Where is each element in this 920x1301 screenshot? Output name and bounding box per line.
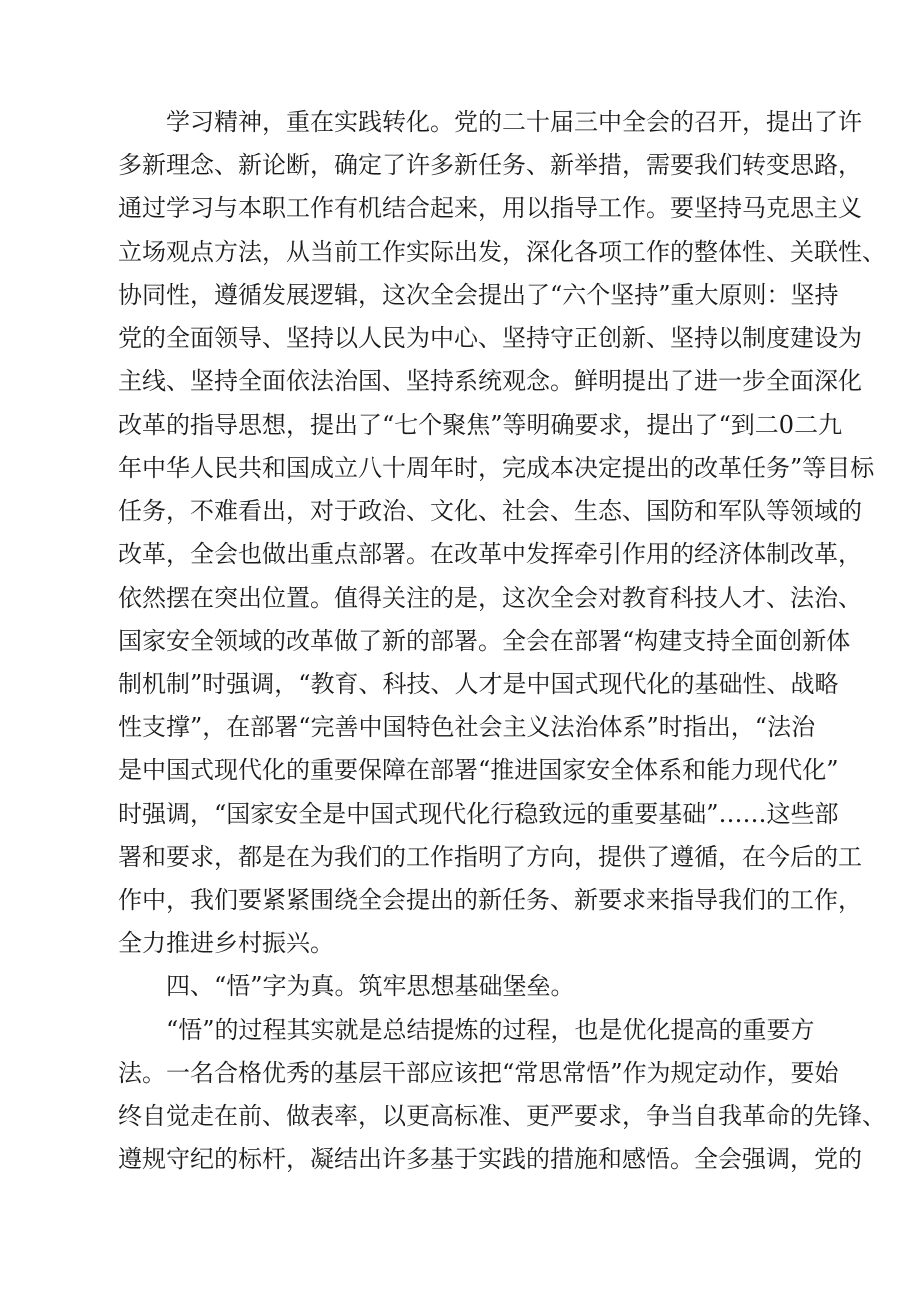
section-heading: 四、“悟”字为真。筑牢思想基础堡垒。 (166, 972, 575, 1000)
text-line: 改革的指导思想，提出了“七个聚焦”等明确要求，提出了“到二0二九 (118, 411, 843, 439)
text-line: 是中国式现代化的重要保障在部署“推进国家安全体系和能力现代化” (118, 756, 839, 784)
text-line: 法。一名合格优秀的基层干部应该把“常思常悟”作为规定动作，要始 (118, 1059, 839, 1087)
text-line: “悟”的过程其实就是总结提炼的过程，也是优化提高的重要方 (166, 1016, 815, 1044)
text-line: 作中，我们要紧紧围绕全会提出的新任务、新要求来指导我们的工作， (118, 886, 862, 914)
text-line: 党的全面领导、坚持以人民为中心、坚持守正创新、坚持以制度建设为 (118, 324, 862, 352)
text-line: 学习精神，重在实践转化。党的二十届三中全会的召开，提出了许 (166, 108, 862, 136)
text-line: 通过学习与本职工作有机结合起来，用以指导工作。要坚持马克思主义 (118, 194, 862, 222)
text-line: 多新理念、新论断，确定了许多新任务、新举措，需要我们转变思路， (118, 151, 862, 179)
text-line: 依然摆在突出位置。值得关注的是，这次全会对教育科技人才、法治、 (118, 584, 862, 612)
text-line: 改革，全会也做出重点部署。在改革中发挥牵引作用的经济体制改革， (118, 540, 862, 568)
text-line: 年中华人民共和国成立八十周年时，完成本决定提出的改革任务”等目标 (118, 454, 875, 482)
text-line: 制机制”时强调，“教育、科技、人才是中国式现代化的基础性、战略 (118, 670, 839, 698)
text-line: 时强调，“国家安全是中国式现代化行稳致远的重要基础”……这些部 (118, 800, 839, 828)
text-line: 任务，不难看出，对于政治、文化、社会、生态、国防和军队等领域的 (118, 497, 862, 525)
text-line: 遵规守纪的标杆，凝结出许多基于实践的措施和感悟。全会强调，党的 (118, 1145, 862, 1173)
text-line: 立场观点方法，从当前工作实际出发，深化各项工作的整体性、关联性、 (118, 238, 886, 266)
text-line: 终自觉走在前、做表率，以更高标准、更严要求，争当自我革命的先锋、 (118, 1102, 886, 1130)
text-line: 主线、坚持全面依法治国、坚持系统观念。鲜明提出了进一步全面深化 (118, 367, 862, 395)
text-line: 性支撑”，在部署“完善中国特色社会主义法治体系”时指出，“法治 (118, 713, 816, 741)
text-line: 国家安全领域的改革做了新的部署。全会在部署“构建支持全面创新体 (118, 627, 851, 655)
text-line: 协同性，遵循发展逻辑，这次全会提出了“六个坚持”重大原则：坚持 (118, 281, 839, 309)
text-line: 署和要求，都是在为我们的工作指明了方向，提供了遵循，在今后的工 (118, 843, 862, 871)
text-line: 全力推进乡村振兴。 (118, 929, 334, 957)
